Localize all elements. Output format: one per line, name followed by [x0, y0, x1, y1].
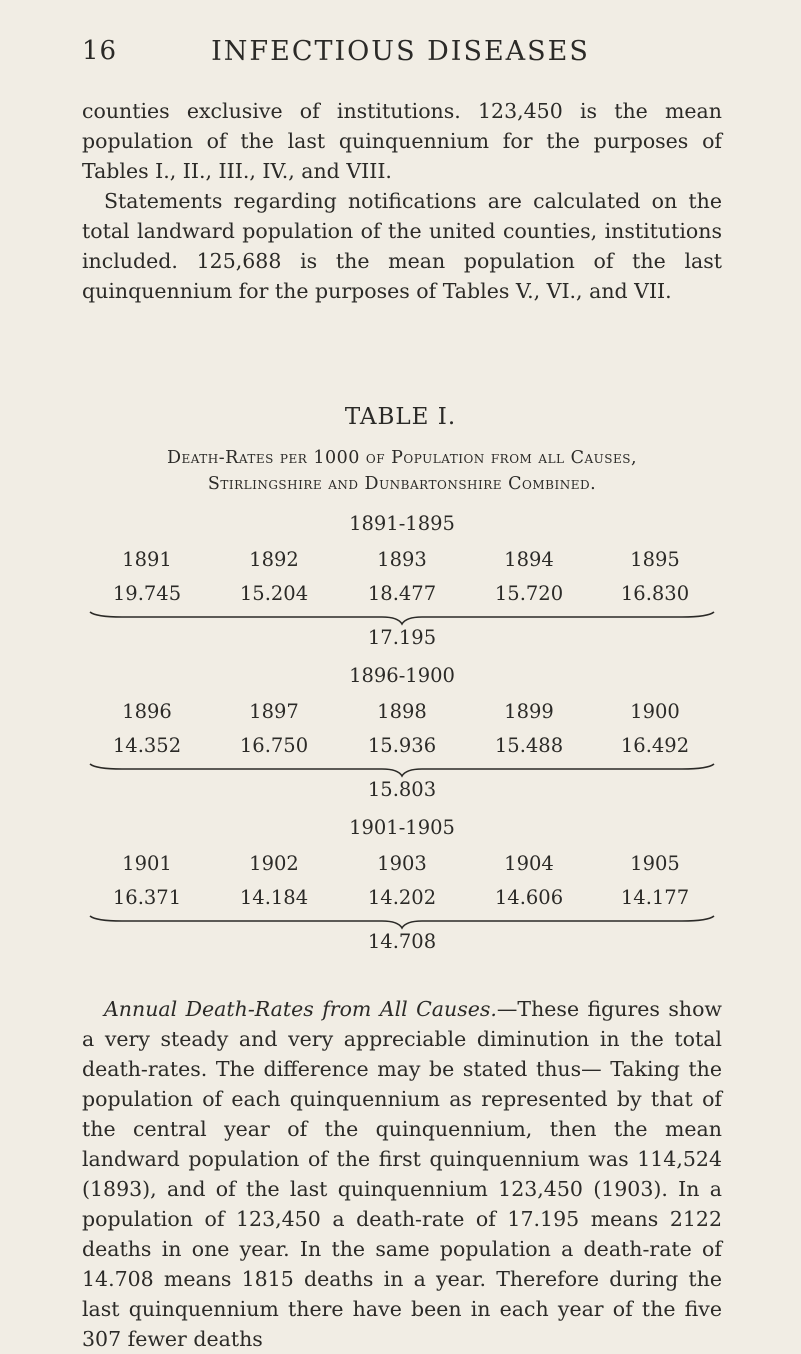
intro-text	[82, 96, 722, 306]
table-title: TABLE I.	[344, 404, 457, 430]
section-heading: Annual Death-Rates from All Causes.	[104, 997, 497, 1021]
mean-rate: 15.803	[367, 778, 437, 801]
year-cell: 1893	[377, 548, 427, 571]
period-label: 1901-1905	[349, 816, 455, 839]
section-text: —These figures show a very steady and very appreciable diminution in the total death-rates. The difference may be stated thus— Taking the population of each quinquennium as represented by that of the central year of the quinquennium, then the mean landward population of the first quinquennium was 114,524 (1893), and of the last quinquennium 123,450 (1903). In a population of 123,450 a death-rate of 17.195 means 2122 deaths in one year. In the same population a death-rate of 14.708 means 1815 deaths in a year. Therefore during the last quinquennium there have been in each year of the five 307 fewer deaths	[82, 997, 722, 1351]
year-cell: 1891	[122, 548, 172, 571]
rate-row	[82, 734, 722, 762]
year-cell: 1897	[249, 700, 299, 723]
year-cell: 1898	[377, 700, 427, 723]
year-cell: 1892	[249, 548, 299, 571]
rate-cell: 15.204	[239, 582, 309, 605]
period-label: 1891-1895	[349, 512, 455, 535]
page-header	[0, 36, 801, 76]
rate-cell: 14.184	[239, 886, 309, 909]
page-number: 16	[82, 36, 118, 66]
brace-line	[82, 914, 722, 930]
table-caption	[82, 445, 722, 497]
rate-cell: 18.477	[367, 582, 437, 605]
year-row	[82, 852, 722, 880]
table-caption-line-1: Death-Rates per 1000 of Population from all Causes,	[166, 448, 638, 468]
year-cell: 1901	[122, 852, 172, 875]
year-cell: 1896	[122, 700, 172, 723]
rate-cell: 15.720	[494, 582, 564, 605]
year-row	[82, 548, 722, 576]
rate-row	[82, 886, 722, 914]
year-cell: 1900	[630, 700, 680, 723]
rate-cell: 16.371	[112, 886, 182, 909]
running-title: INFECTIOUS DISEASES	[211, 36, 590, 67]
rate-cell: 14.177	[620, 886, 690, 909]
rate-cell: 15.488	[494, 734, 564, 757]
year-cell: 1905	[630, 852, 680, 875]
rate-cell: 16.750	[239, 734, 309, 757]
brace-line	[82, 762, 722, 778]
brace-line	[82, 610, 722, 626]
mean-rate: 14.708	[367, 930, 437, 953]
rate-cell: 14.606	[494, 886, 564, 909]
year-cell: 1903	[377, 852, 427, 875]
rate-cell: 14.202	[367, 886, 437, 909]
year-cell: 1899	[504, 700, 554, 723]
intro-paragraph-1: counties exclusive of institutions. 123,450 is the mean population of the last quinquennium for the purposes of Tables I., II., III., IV., and VIII.	[82, 99, 722, 183]
intro-paragraph-2: Statements regarding notifications are calculated on the total landward population of the united counties, institutions included. 125,688 is the mean population of the last quinquennium for the purposes of Tables V., VI., and VII.	[82, 189, 722, 303]
year-cell: 1894	[504, 548, 554, 571]
table-caption-line-2: Stirlingshire and Dunbartonshire Combined.	[207, 474, 597, 494]
rate-cell: 14.352	[112, 734, 182, 757]
year-cell: 1904	[504, 852, 554, 875]
year-cell: 1902	[249, 852, 299, 875]
rate-cell: 19.745	[112, 582, 182, 605]
rate-cell: 15.936	[367, 734, 437, 757]
year-cell: 1895	[630, 548, 680, 571]
period-label: 1896-1900	[349, 664, 455, 687]
rate-row	[82, 582, 722, 610]
year-row	[82, 700, 722, 728]
mean-rate: 17.195	[367, 626, 437, 649]
rate-cell: 16.492	[620, 734, 690, 757]
annual-death-rates-paragraph	[82, 994, 722, 1354]
rate-cell: 16.830	[620, 582, 690, 605]
